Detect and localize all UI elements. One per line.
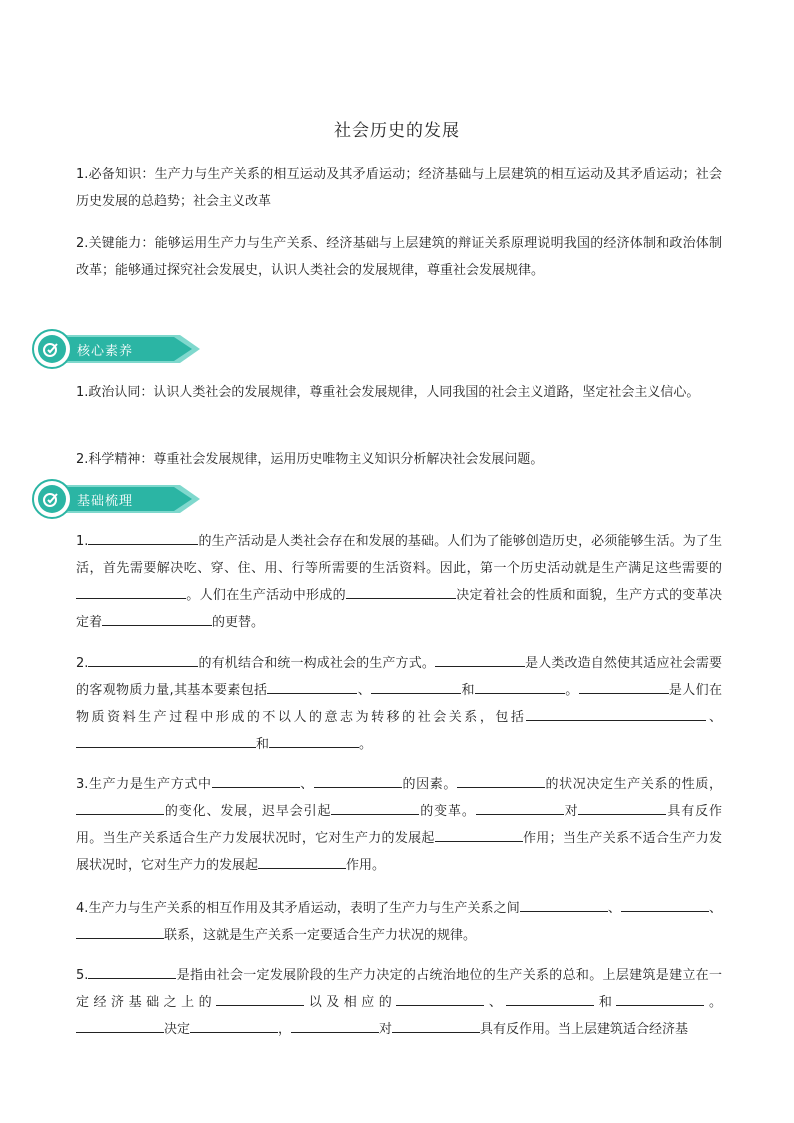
answer-blank[interactable]: [76, 585, 186, 599]
answer-blank[interactable]: [520, 898, 608, 912]
answer-blank[interactable]: [506, 992, 594, 1006]
answer-blank[interactable]: [331, 801, 419, 815]
question-3: 3.生产力是生产方式中 、 的因素。 的状况决定生产关系的性质，的变化、发展，迟早会引起 的变革。 对 具有反作用。当生产关系适合生产力发展状况时，它对生产力的发展起 作用；当生产关系不适合生产力发展状况时，它对生产力的发展起 作用。: [76, 771, 722, 879]
answer-blank[interactable]: [314, 774, 402, 788]
question-1: 1. 的生产活动是人类社会存在和发展的基础。人们为了能够创造历史，必须能够生活。为了生活，首先需要解决吃、穿、住、用、行等所需要的生活资料。因此，第一个历史活动就是生产满足这些需要的。人们在生产活动中形成的 决定着社会的性质和面貌，生产方式的变革决定着 的更替。: [76, 528, 722, 636]
answer-blank[interactable]: [291, 1019, 379, 1033]
section-label: 核心素养: [77, 344, 134, 359]
answer-blank[interactable]: [76, 1019, 164, 1033]
answer-blank[interactable]: [346, 585, 456, 599]
question-2: 2. 的有机结合和统一构成社会的生产方式。 是人类改造自然使其适应社会需要的客观物质力量,其基本要素包括 、 和 。 是人们在物质资料生产过程中形成的不以人的意志为转移的社会关系，包括 、和 。: [76, 650, 722, 758]
answer-blank[interactable]: [616, 992, 704, 1006]
answer-blank[interactable]: [216, 992, 304, 1006]
answer-blank[interactable]: [76, 925, 164, 939]
check-icon: [32, 329, 72, 369]
answer-blank[interactable]: [396, 992, 484, 1006]
page-title: 社会历史的发展: [334, 121, 460, 141]
intro-knowledge: 1.必备知识：生产力与生产关系的相互运动及其矛盾运动；经济基础与上层建筑的相互运动及其矛盾运动；社会历史发展的总趋势；社会主义改革: [76, 167, 722, 209]
question-4: 4.生产力与生产关系的相互作用及其矛盾运动，表明了生产力与生产关系之间 、 、联系，这就是生产关系一定要适合生产力状况的规律。: [76, 895, 722, 949]
answer-blank[interactable]: [578, 801, 666, 815]
answer-blank[interactable]: [190, 1019, 278, 1033]
answer-blank[interactable]: [371, 680, 461, 694]
section-label: 基础梳理: [77, 494, 134, 509]
literacy-science: 2.科学精神：尊重社会发展规律，运用历史唯物主义知识分析解决社会发展问题。: [76, 452, 544, 467]
answer-blank[interactable]: [475, 680, 565, 694]
answer-blank[interactable]: [526, 707, 706, 721]
answer-blank[interactable]: [212, 774, 300, 788]
answer-blank[interactable]: [76, 734, 256, 748]
section-header-basic-review: [32, 479, 202, 519]
answer-blank[interactable]: [269, 734, 359, 748]
answer-blank[interactable]: [258, 855, 346, 869]
literacy-political: 1.政治认同：认识人类社会的发展规律，尊重社会发展规律，人同我国的社会主义道路，坚定社会主义信心。: [76, 385, 700, 400]
question-5: 5. 是指由社会一定发展阶段的生产力决定的占统治地位的生产关系的总和。上层建筑是建立在一定经济基础之上的 以及相应的 、 和 。决定 ， 对 具有反作用。当上层建筑适合经济基: [76, 962, 722, 1043]
check-icon: [32, 479, 72, 519]
answer-blank[interactable]: [76, 801, 164, 815]
answer-blank[interactable]: [392, 1019, 480, 1033]
answer-blank[interactable]: [267, 680, 357, 694]
intro-ability: 2.关键能力：能够运用生产力与生产关系、经济基础与上层建筑的辩证关系原理说明我国的经济体制和政治体制改革；能够通过探究社会发展史，认识人类社会的发展规律，尊重社会发展规律。: [76, 236, 722, 278]
answer-blank[interactable]: [102, 612, 212, 626]
answer-blank[interactable]: [88, 653, 198, 667]
answer-blank[interactable]: [435, 828, 523, 842]
answer-blank[interactable]: [621, 898, 709, 912]
answer-blank[interactable]: [579, 680, 669, 694]
answer-blank[interactable]: [435, 653, 525, 667]
answer-blank[interactable]: [457, 774, 545, 788]
answer-blank[interactable]: [88, 531, 198, 545]
section-header-core-literacy: [32, 329, 202, 369]
answer-blank[interactable]: [476, 801, 564, 815]
answer-blank[interactable]: [88, 965, 176, 979]
